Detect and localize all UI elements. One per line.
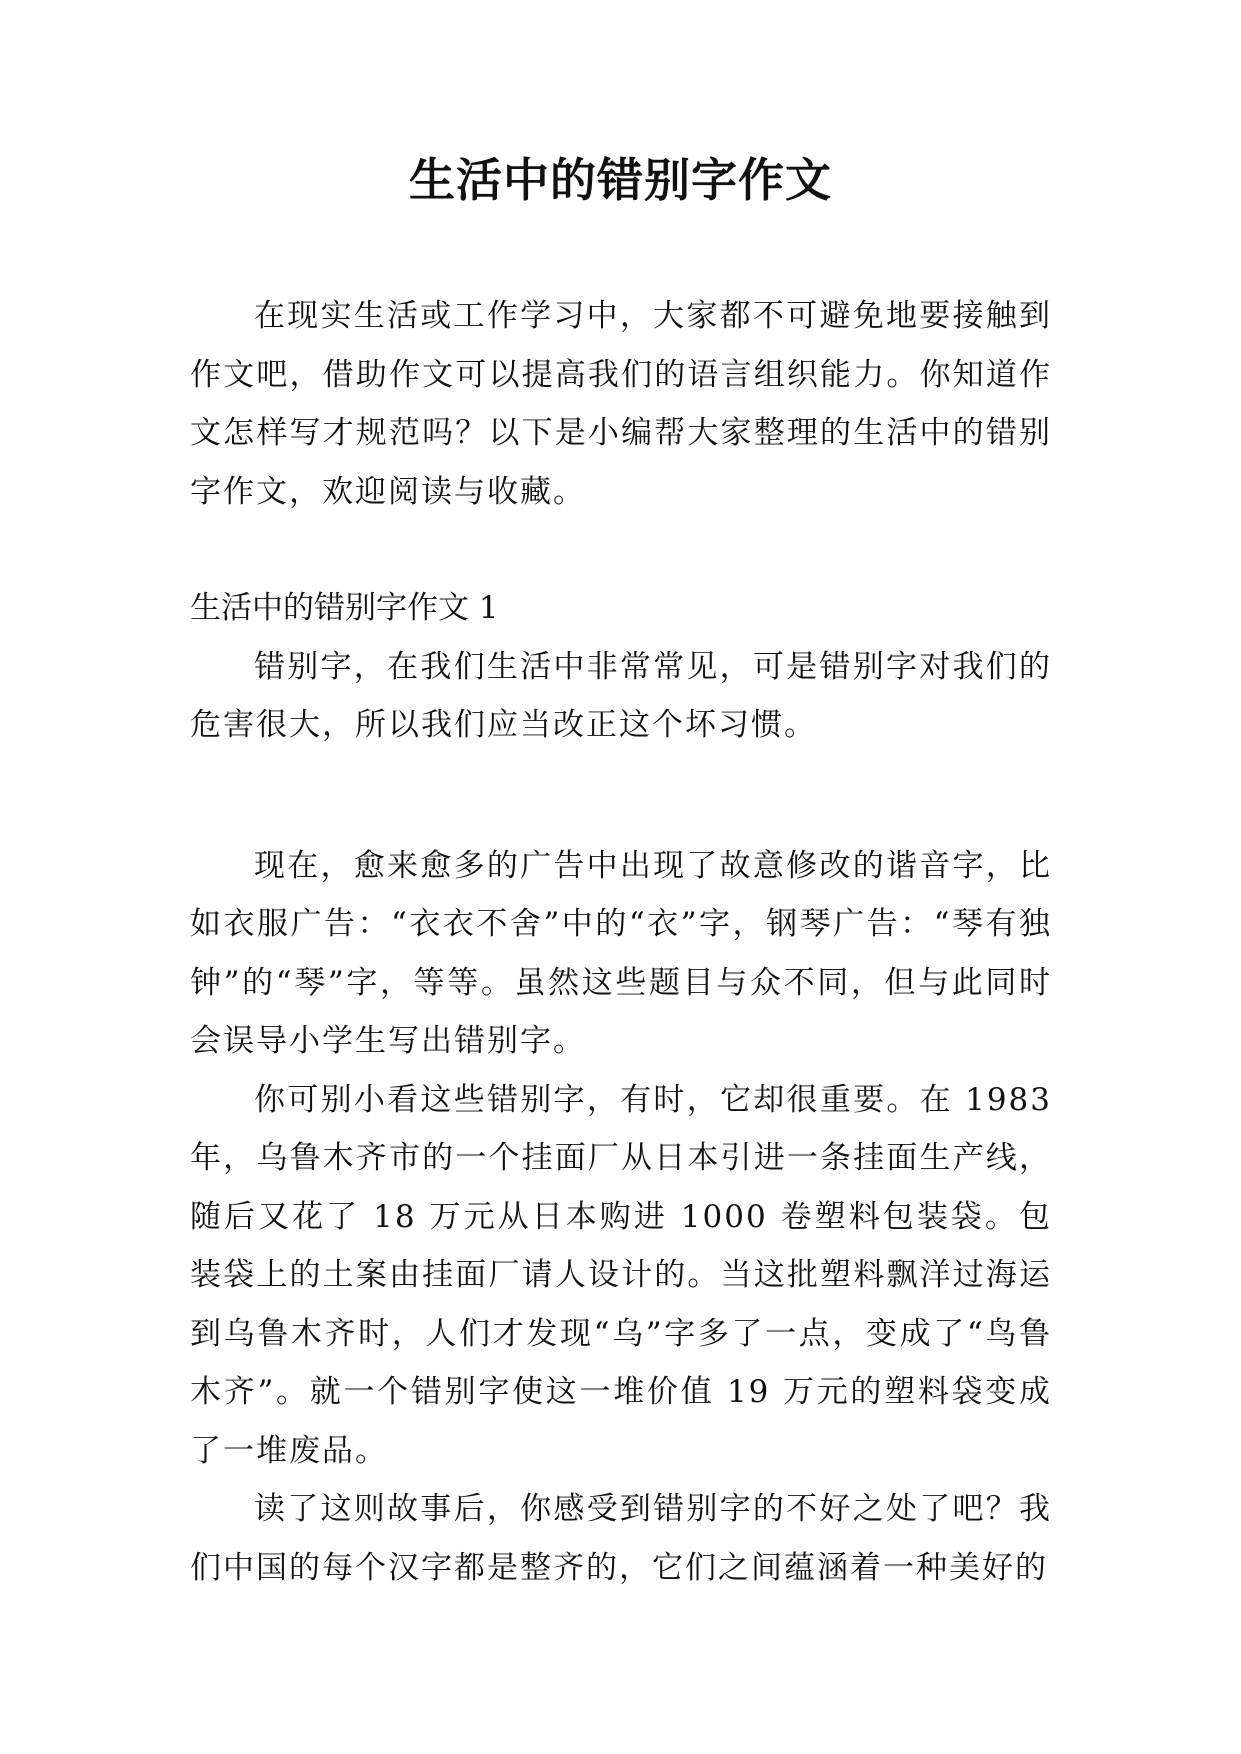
body-paragraph-3: 你可别小看这些错别字，有时，它却很重要。在 1983 年，乌鲁木齐市的一个挂面厂从日本引进一条挂面生产线，随后又花了 18 万元从日本购进 1000 卷塑料包装袋。包装袋上的土案由挂面厂请人设计的。当这批塑料飘洋过海运到乌鲁木齐时，人们才发现“乌”字多了一点，变成了“鸟鲁木齐”。就一个错别字使这一堆价值 19 万元的塑料袋变成了一堆废品。 (190, 1081, 1052, 1469)
body-paragraph-1: 错别字，在我们生活中非常常见，可是错别字对我们的危害很大，所以我们应当改正这个坏习惯。 (190, 648, 1052, 743)
body-paragraph-2: 现在，愈来愈多的广告中出现了故意修改的谐音字，比如衣服广告：“衣衣不舍”中的“衣”字，钢琴广告：“琴有独钟”的“琴”字，等等。虽然这些题目与众不同，但与此同时会误导小学生写出错别字。 (190, 847, 1052, 1059)
document-body (190, 287, 1052, 1597)
document-title: 生活中的错别字作文 (409, 153, 832, 207)
body-paragraph-4: 读了这则故事后，你感受到错别字的不好之处了吧？我们中国的每个汉字都是整齐的，它们之间蕴涵着一种美好的 (190, 1491, 1052, 1586)
section-heading: 生活中的错别字作文 1 (190, 590, 499, 626)
intro-paragraph: 在现实生活或工作学习中，大家都不可避免地要接触到作文吧，借助作文可以提高我们的语言组织能力。你知道作文怎样写才规范吗？以下是小编帮大家整理的生活中的错别字作文，欢迎阅读与收藏。 (190, 298, 1052, 510)
